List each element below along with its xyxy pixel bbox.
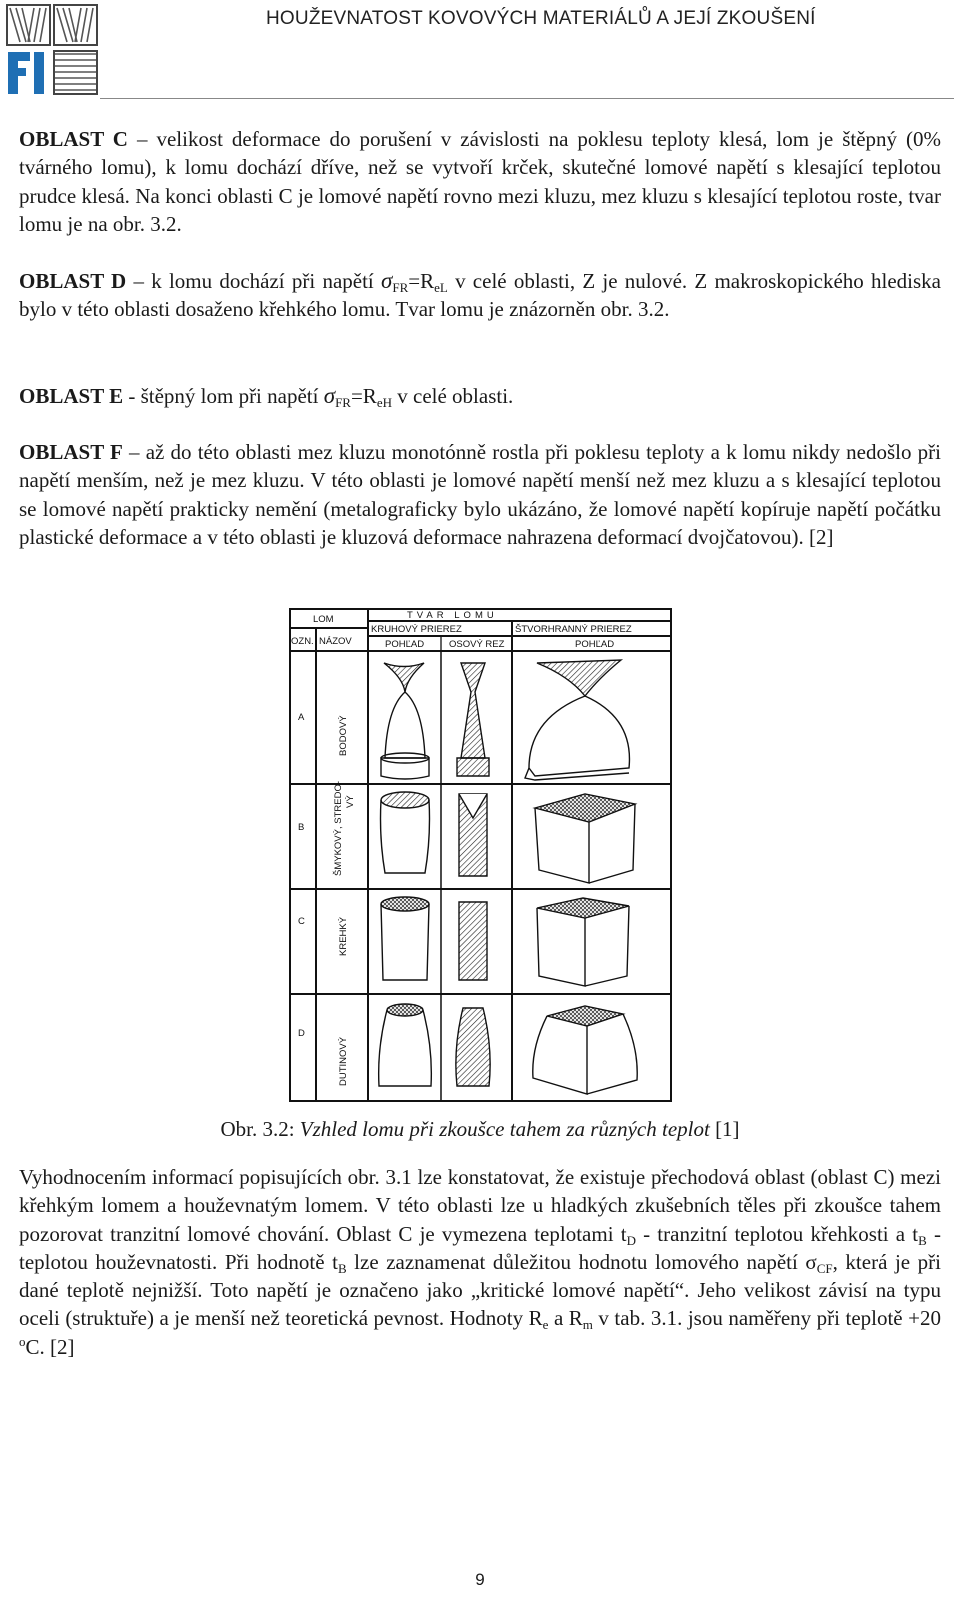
- paragraph-text: - štěpný lom při napětí: [123, 384, 324, 408]
- fracture-b-square-view: [535, 794, 635, 883]
- paragraph-text: C. [2]: [25, 1334, 75, 1359]
- paragraph-text: Vyhodnocením informací popisujících obr. 3.1 lze konstatovat, že existuje přechodová oblast (oblast C) mezi křehkým lomem a houževnatým lomem. V této oblasti lze u hladkých zkušebních těles při zkoušce tahem pozorovat tranzitní lomové chování. Oblast C je vymezena teplotami t: [19, 1165, 941, 1246]
- paragraph-lead: OBLAST D: [19, 269, 127, 293]
- row-name-a: BODOVÝ: [338, 715, 349, 756]
- header-ozn: OZN.: [291, 636, 314, 647]
- equation-text: =R: [350, 384, 377, 408]
- subscript: eH: [376, 395, 392, 410]
- paragraph-text: – velikost deformace do porušení v závislosti na poklesu teploty klesá, lom je štěpný (0% tvárného lomu), k lomu dochází dříve, než se vytvoří krček, skutečné lomové napětí s klesající teplotou prudce klesá. Na konci oblasti C je lomové napětí rovno mezi kluzu, mez kluzu s klesající teplotou roste, tvar lomu je na obr. 3.2.: [19, 127, 941, 236]
- caption-title: Vzhled lomu při zkoušce tahem za různých teplot: [299, 1117, 710, 1141]
- paragraph-text: – k lomu dochází při napětí: [126, 269, 381, 293]
- fracture-c-round-view: [381, 897, 429, 980]
- fracture-shapes-figure: [289, 608, 672, 1102]
- header-tvar-lomu: TVAR LOMU: [407, 610, 498, 621]
- paragraph-text: a R: [548, 1306, 583, 1331]
- equation-text: =R: [408, 269, 435, 293]
- sigma-symbol: σ: [381, 268, 393, 293]
- paragraph-text: , která je při dané teplotě nejnižší. Toto napětí je označeno jako „kritické lomové napětí“. Jeho velikost závisí na typu oceli (struktuře) a je menší než teoretická pevnost. Hodnoty R: [19, 1249, 942, 1331]
- fracture-d-round-section: [456, 1008, 490, 1086]
- fracture-d-square-view: [533, 1006, 637, 1094]
- sigma-symbol: σ: [323, 383, 336, 408]
- row-label-c: C: [298, 916, 305, 927]
- fracture-a-round-section: [457, 663, 489, 776]
- header-divider: [100, 98, 954, 99]
- caption-reference: [1]: [709, 1117, 740, 1141]
- fracture-a-round-view: [381, 663, 429, 779]
- paragraph-text: v celé oblasti.: [392, 384, 514, 408]
- row-name-b: ŠMYKOVÝ, STREDO-: [333, 780, 344, 876]
- header-lom: LOM: [313, 614, 334, 625]
- header-pohlad: POHĽAD: [385, 639, 425, 650]
- page-number: 9: [475, 1570, 485, 1589]
- row-name-c: KREHKÝ: [338, 916, 349, 956]
- paragraph-lead: OBLAST E: [19, 384, 124, 408]
- header-title: HOUŽEVNATOST KOVOVÝCH MATERIÁLŮ A JEJÍ ZKOUŠENÍ: [266, 8, 816, 29]
- subscript: D: [626, 1232, 636, 1248]
- paragraph-oblast-d: [19, 267, 941, 324]
- header-nazov: NÁZOV: [319, 636, 352, 647]
- fracture-d-round-view: [379, 1004, 432, 1086]
- paragraph-lead: OBLAST C: [19, 127, 128, 151]
- subscript: B: [337, 1260, 347, 1276]
- row-name-d: DUTINOVÝ: [338, 1036, 349, 1086]
- fracture-a-square-view: [525, 660, 629, 780]
- fracture-b-round-section: [459, 794, 487, 876]
- row-name-b-2: VÝ: [345, 795, 356, 808]
- subscript: m: [582, 1317, 593, 1333]
- paragraph-oblast-e: [19, 382, 941, 410]
- subscript: e: [542, 1317, 549, 1333]
- subscript: CF: [816, 1260, 833, 1276]
- header-osovy-rez: OSOVÝ REZ: [449, 639, 505, 650]
- row-label-d: D: [298, 1028, 305, 1039]
- paragraph-text: – až do této oblasti mez kluzu monotónně rostla při poklesu teploty a k lomu nikdy nedošlo při napětí menším, než je mez kluzu. V této oblasti je lomové napětí menší než mez kluzu a s klesající teplotou se lomové napětí prakticky nemění (metalograficky bylo ukázáno, že lomové napětí kopíruje napětí počátku plastické deformace a v této oblasti je kluzová deformace nahrazena deformací dvojčatovou). [2]: [19, 440, 941, 549]
- page-header: [0, 0, 960, 100]
- row-label-a: A: [298, 712, 305, 723]
- paragraph-text: -teplotou houževnatosti. Při hodnotě t: [19, 1221, 942, 1274]
- header-pohlad-2: POHĽAD: [575, 639, 615, 650]
- figure-caption: [0, 1117, 960, 1142]
- subscript: FR: [392, 280, 409, 295]
- paragraph-lead: OBLAST F: [19, 440, 123, 464]
- fsi-logo-icon: [6, 4, 98, 96]
- fracture-b-round-view: [381, 792, 430, 873]
- caption-prefix: Obr. 3.2:: [220, 1117, 300, 1141]
- paragraph-oblast-f: [19, 438, 941, 551]
- header-kruhovy: KRUHOVÝ PRIEREZ: [371, 624, 462, 635]
- header-stvorhranny: ŠTVORHRANNÝ PRIEREZ: [515, 624, 632, 635]
- paragraph-text: v tab. 3.1. jsou naměřeny při teplotě +20: [592, 1306, 941, 1331]
- row-label-b: B: [298, 822, 305, 833]
- subscript: eL: [434, 280, 448, 295]
- paragraph-text: - tranzitní teplotou křehkosti a t: [635, 1221, 919, 1246]
- subscript: FR: [335, 395, 351, 410]
- fracture-c-square-view: [537, 898, 629, 986]
- subscript: B: [918, 1232, 927, 1248]
- paragraph-summary: [19, 1163, 941, 1361]
- paragraph-text: v celé oblasti, Z je nulové. Z makroskopického hlediska bylo v této oblasti dosaženo křehkého lomu. Tvar lomu je znázorněn obr. 3.2.: [19, 269, 941, 322]
- paragraph-text: lze zaznamenat důležitou hodnotu lomového napětí σ: [346, 1249, 817, 1274]
- superscript: o: [19, 1333, 26, 1349]
- fracture-c-round-section: [459, 902, 487, 980]
- paragraph-oblast-c: [19, 125, 941, 238]
